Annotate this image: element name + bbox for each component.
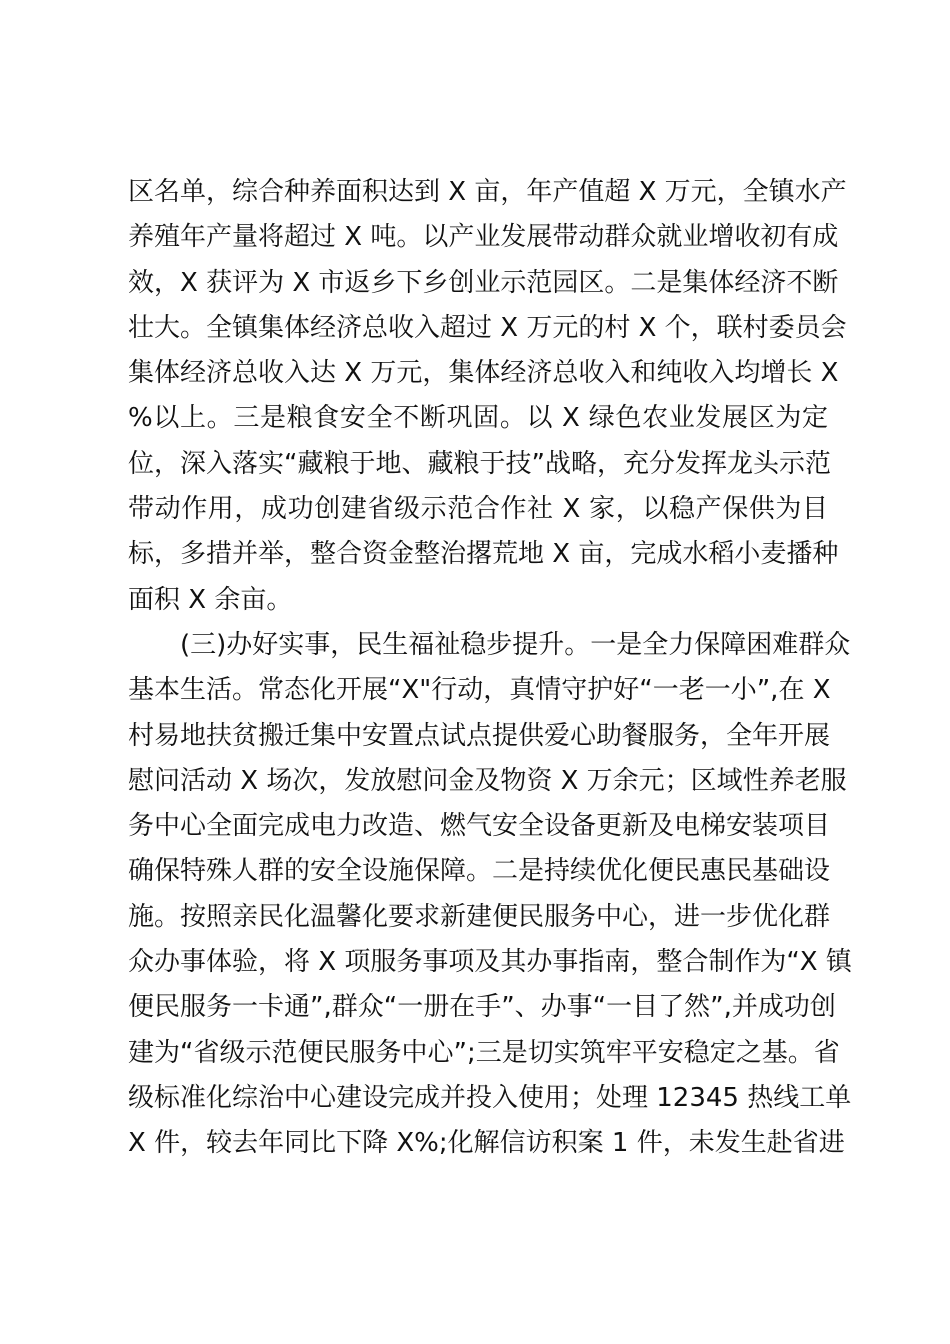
- text-line: 壮大。全镇集体经济总收入超过 X 万元的村 X 个，联村委员会: [128, 312, 847, 343]
- text-line: 确保特殊人群的安全设施保障。二是持续优化便民惠民基础设: [128, 856, 831, 887]
- section-heading-line: (三)办好实事，民生福祉稳步提升。一是全力保障困难群众: [180, 629, 851, 660]
- text-line: 务中心全面完成电力改造、燃气安全设备更新及电梯安装项目: [128, 811, 831, 842]
- text-line: 区名单，综合种养面积达到 X 亩，年产值超 X 万元，全镇水产: [128, 177, 847, 207]
- text-line: 基本生活。常态化开展“X"行动，真情守护好“一老一小”,在 X: [128, 675, 831, 706]
- text-line: 集体经济总收入达 X 万元，集体经济总收入和纯收入均增长 X: [128, 358, 839, 389]
- text-line: 建为“省级示范便民服务中心”;三是切实筑牢平安稳定之基。省: [128, 1037, 840, 1068]
- text-line: %以上。三是粮食安全不断巩固。以 X 绿色农业发展区为定: [128, 403, 828, 434]
- text-line: 位，深入落实“藏粮于地、藏粮于技”战略，充分发挥龙头示范: [128, 448, 831, 479]
- text-line: 众办事体验，将 X 项服务事项及其办事指南，整合制作为“X 镇: [128, 947, 852, 978]
- text-line: 带动作用，成功创建省级示范合作社 X 家，以稳产保供为目: [128, 494, 828, 525]
- text-line: 效，X 获评为 X 市返乡下乡创业示范园区。二是集体经济不断: [128, 267, 839, 298]
- text-line: 便民服务一卡通”,群众“一册在手”、办事“一目了然”,并成功创: [128, 992, 836, 1023]
- text-line: 面积 X 余亩。: [128, 584, 293, 615]
- document-body: [128, 170, 852, 1167]
- text-line: 级标准化综治中心建设完成并投入使用；处理 12345 热线工单: [128, 1082, 852, 1113]
- text-line: X 件，较去年同比下降 X%;化解信访积案 1 件，未发生赴省进: [128, 1128, 845, 1159]
- text-line: 标，多措并举，整合资金整治撂荒地 X 亩，完成水稻小麦播种: [128, 539, 839, 570]
- text-line: 养殖年产量将超过 X 吨。以产业发展带动群众就业增收初有成: [128, 222, 839, 253]
- text-line: 村易地扶贫搬迁集中安置点试点提供爱心助餐服务，全年开展: [128, 720, 831, 751]
- text-line: 慰问活动 X 场次，发放慰问金及物资 X 万余元；区域性养老服: [128, 765, 847, 796]
- text-line: 施。按照亲民化温馨化要求新建便民服务中心，进一步优化群: [128, 901, 831, 932]
